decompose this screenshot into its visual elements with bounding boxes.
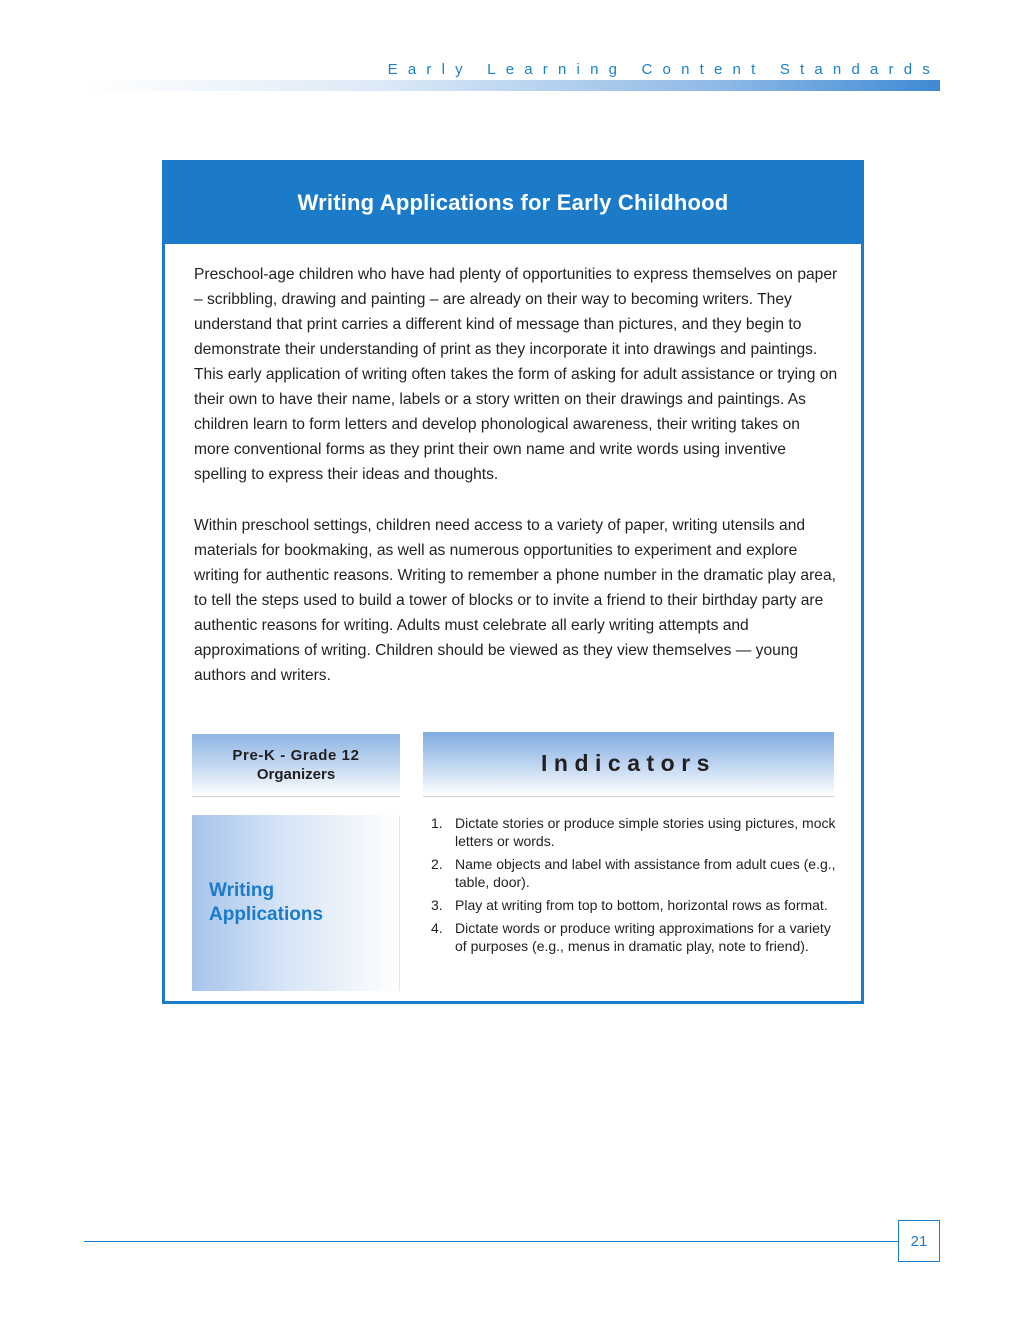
indicator-text: Dictate words or produce writing approximations for a variety of purposes (e.g., menus in dramatic play, note to friend). [455,920,831,954]
indicator-number: 3. [431,897,443,913]
running-header-title: Early Learning Content Standards [387,61,940,78]
organizers-header-line2: Organizers [256,766,336,783]
page-number: 21 [910,1232,928,1250]
organizers-header [192,734,400,797]
indicators-title: Indicators [541,749,716,776]
indicator-text: Play at writing from top to bottom, horizontal rows as format. [455,897,828,913]
title-band [165,163,861,244]
indicators-header [423,732,834,797]
footer-rule [84,1241,898,1242]
indicator-number: 1. [431,815,443,831]
indicator-text: Name objects and label with assistance from adult cues (e.g., table, door). [455,856,836,890]
organizer-label [209,879,323,927]
organizer-label-line2: Applications [209,904,324,925]
header-gradient-bar [84,80,940,91]
page-title: Writing Applications for Early Childhood [297,189,729,215]
page-number-box [898,1220,940,1262]
indicator-item [431,855,841,891]
indicator-number: 2. [431,856,443,872]
settings-paragraph: Within preschool settings, children need access to a variety of paper, writing utensils and materials for bookmaking, as well as numerous opportunities to experiment and explore writing for authentic reasons. Writing to remember a phone number in the dramatic play area, to tell the steps used to build a tower of blocks or to invite a friend to their birthday party are authentic reasons for writing. Adults must celebrate all early writing attempts and approximations of writing. Children should be viewed as they view themselves — young authors and writers. [194,517,836,684]
organizer-label-line1: Writing [209,880,275,901]
organizer-cell [192,815,400,991]
indicator-item [431,814,841,850]
organizers-header-line1: Pre-K - Grade 12 [232,747,360,764]
indicator-item [431,896,841,914]
content-panel [162,160,864,1004]
intro-paragraph: Preschool-age children who have had plenty of opportunities to express themselves on paper – scribbling, drawing and painting – are already on their way to becoming writers. They understand that print carries a different kind of message than pictures, and they begin to demonstrate their understanding of print as they incorporate it into drawings and paintings. This early application of writing often takes the form of asking for adult assistance or trying on their own to have their name, labels or a story written on their drawings and paintings. As children learn to form letters and develop phonological awareness, their writing takes on more conventional forms as they print their own name and write words using inventive spelling to express their ideas and thoughts. [194,266,838,483]
indicator-list [431,814,841,960]
indicator-item [431,919,841,955]
indicator-number: 4. [431,920,443,936]
indicator-text: Dictate stories or produce simple stories using pictures, mock letters or words. [455,815,836,849]
